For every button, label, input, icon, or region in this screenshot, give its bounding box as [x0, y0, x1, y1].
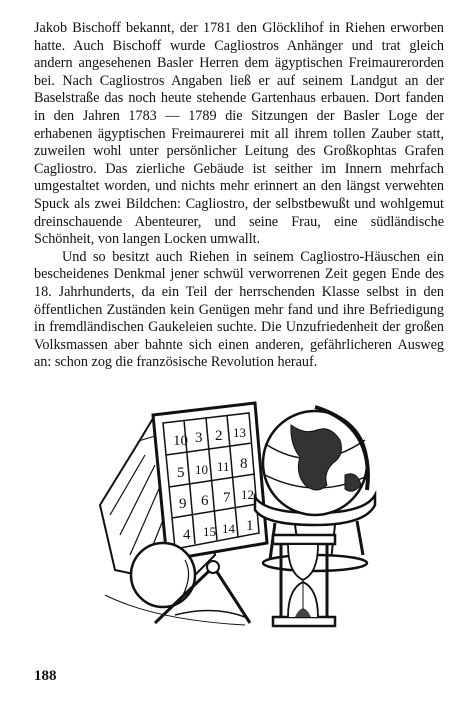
occult-still-life-illustration — [95, 385, 385, 630]
magic-square-cell-12: 12 — [241, 487, 254, 502]
magic-square-cell-2: 3 — [195, 430, 203, 446]
magic-square-cell-14: 15 — [203, 524, 216, 539]
magic-square-cell-13: 4 — [183, 527, 191, 543]
magic-square-cell-10: 6 — [201, 493, 209, 509]
magic-square-cell-8: 8 — [240, 456, 248, 472]
magic-square-cell-7: 11 — [217, 459, 230, 474]
body-text — [34, 20, 444, 372]
paragraph-2: Und so besitzt auch Riehen in seinem Cagliostro-Häuschen ein bescheidenes Denkmal jener schwül verworrenen Zeit gegen Ende des 18. Jahrhunderts, da ein Teil der herrschenden Klasse selbst in den öffentlichen Zuständen kein Genügen mehr fand und ihre Befriedigung in fremdländischen Gaukeleien suchte. Die Unzufriedenheit der großen Volksmassen aber bahnte sich einen anderen, gefährlicheren Ausweg an: schon zog die französische Revolution herauf. — [34, 248, 444, 371]
magic-square-cell-6: 10 — [195, 462, 208, 477]
magic-square-cell-11: 7 — [223, 490, 231, 506]
magic-square-cell-5: 5 — [177, 465, 185, 481]
magic-square-cell-16: 1 — [246, 518, 254, 534]
page-number: 188 — [34, 668, 57, 684]
paragraph-1: Jakob Bischoff bekannt, der 1781 den Glöcklihof in Riehen erworben hatte. Auch Bischoff wurde Cagliostros Anhänger und trat gleich andern angesehenen Basler Herren dem ägyptischen Freimaurerorden bei. Nach Cagliostros Angaben ließ er auf seinem Landgut an der Baselstraße das noch heute stehende Gartenhaus erbauen. Dort fanden in den Jahren 1783 — 1789 die Sitzungen der Basler Loge der erhabenen ägyptischen Freimaurerei mit all ihrem tollen Zauber statt, zuweilen wohl unter persönlicher Leitung des Großkophtas Grafen Cagliostro. Das zierliche Gebäude ist seither im Innern mehrfach umgestaltet worden, und nichts mehr erinnert an den längst verwehten Spuck als zwei Bildchen: Cagliostro, der selbstbewußt und wohlgemut dreinschauende Abenteurer, und seine Frau, eine südländische Schönheit, von langen Locken umwallt. — [34, 20, 444, 248]
magic-square-cell-15: 14 — [222, 521, 235, 536]
hourglass — [273, 535, 335, 626]
magic-square-tablet — [153, 403, 267, 560]
magic-square-cell-3: 2 — [215, 428, 223, 444]
magic-square-cell-1: 10 — [173, 433, 188, 449]
sphere — [131, 543, 195, 607]
magic-square-cell-9: 9 — [179, 496, 187, 512]
magic-square-cell-4: 13 — [233, 425, 246, 440]
